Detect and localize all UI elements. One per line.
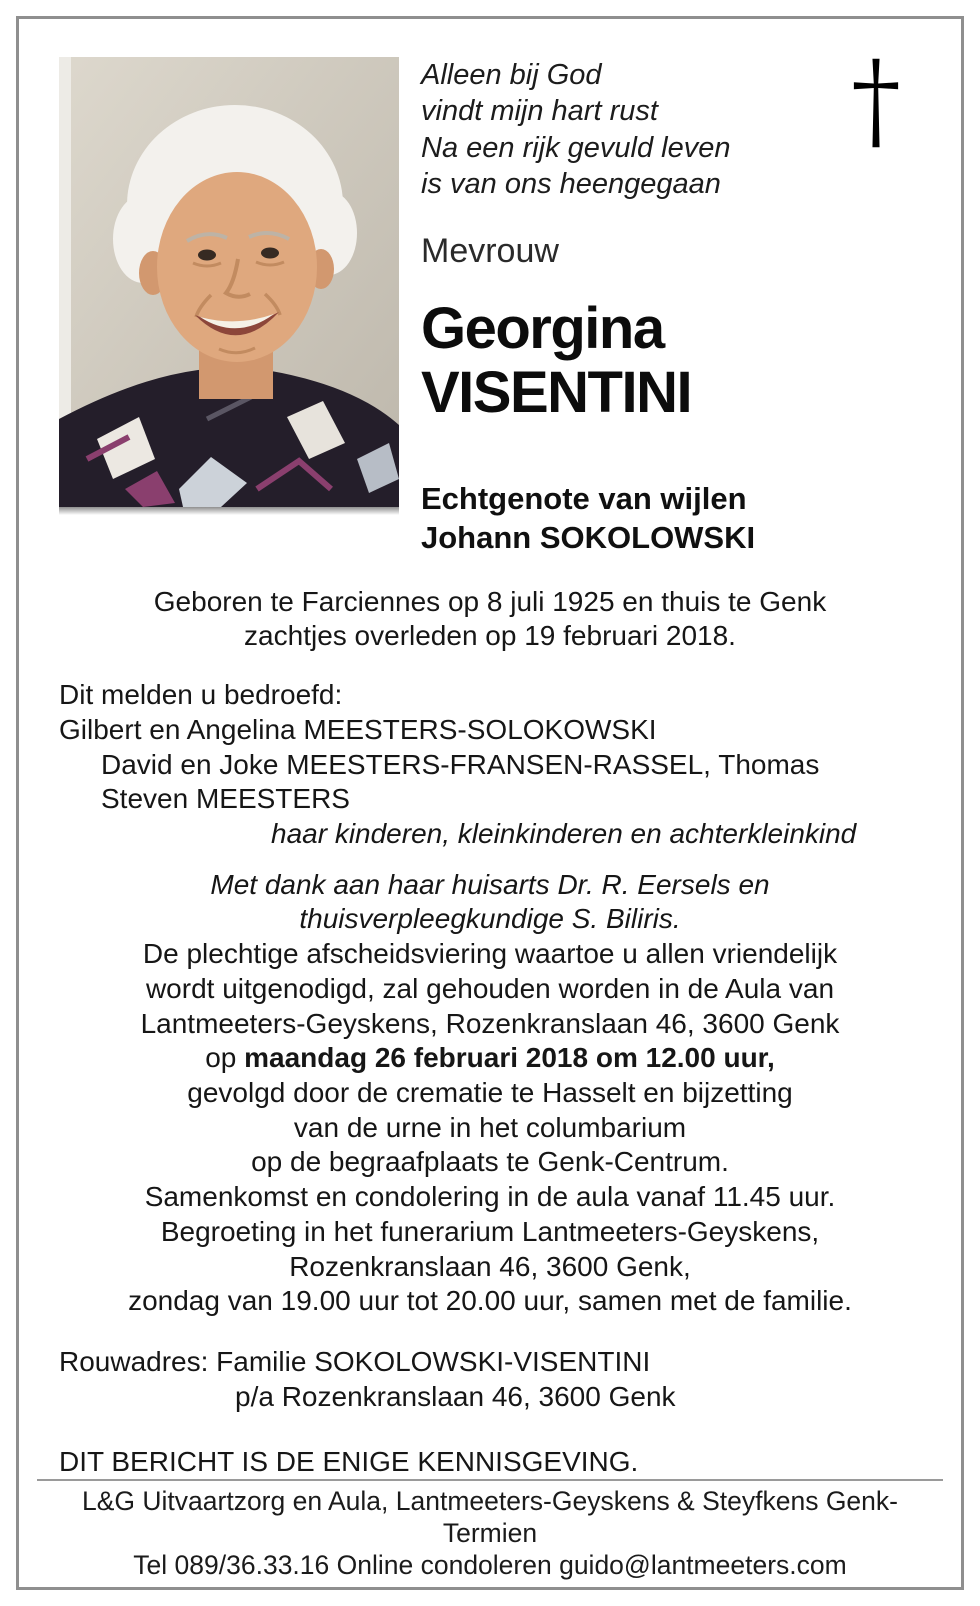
epitaph-line: vindt mijn hart rust (421, 95, 658, 128)
portrait-photo (59, 57, 399, 557)
thanks-line: Met dank aan haar huisarts Dr. R. Eersels en (210, 868, 770, 900)
mourning-address-line: Rouwadres: Familie SOKOLOWSKI-VISENTINI (59, 1346, 651, 1378)
family-intro: Dit melden u bedroefd: (59, 679, 343, 711)
ceremony-line: Rozenkranslaan 46, 3600 Genk, (289, 1250, 691, 1282)
spouse-line: Echtgenote van wijlen (421, 480, 747, 516)
ceremony-line: op de begraafplaats te Genk-Centrum. (251, 1146, 729, 1178)
ceremony-line: van de urne in het columbarium (293, 1111, 687, 1143)
family-relation: haar kinderen, kleinkinderen en achterkleinkind (271, 818, 857, 849)
spouse-line: Johann SOKOLOWSKI (421, 519, 756, 555)
family-line: David en Joke MEESTERS-FRANSEN-RASSEL, Thomas (101, 748, 820, 780)
deceased-name (421, 297, 921, 425)
mourning-address-section (59, 1345, 921, 1414)
death-announcement-card (16, 16, 964, 1590)
notice-line: DIT BERICHT IS DE ENIGE KENNISGEVING. (59, 1445, 639, 1477)
header-section (59, 57, 921, 557)
birth-death-line: zachtjes overleden op 19 februari 2018. (244, 620, 736, 652)
photo-shadow (59, 507, 399, 515)
ceremony-line: Begroeting in het funerarium Lantmeeters-Geyskens, (160, 1215, 820, 1247)
ceremony-date-bold: maandag 26 februari 2018 om 12.00 uur, (244, 1042, 775, 1074)
epitaph (421, 57, 845, 202)
ceremony-section (59, 937, 921, 1319)
epitaph-line: is van ons heengegaan (421, 167, 721, 200)
footer-line: Tel 089/36.33.16 Online condoleren guido@lantmeeters.com (133, 1549, 847, 1580)
footer-line: L&G Uitvaartzorg en Aula, Lantmeeters-Geyskens & Steyfkens Genk-Termien (82, 1486, 898, 1549)
ceremony-line: wordt uitgenodigd, zal gehouden worden in de Aula van (145, 972, 835, 1004)
spouse-of (421, 479, 921, 557)
ceremony-date-line (59, 1041, 921, 1076)
ceremony-line: Lantmeeters-Geyskens, Rozenkranslaan 46, 3600 Genk (140, 1007, 840, 1039)
birth-death-section (59, 585, 921, 654)
deceased-first-name: Georgina (421, 296, 664, 361)
deceased-last-name: VISENTINI (421, 359, 692, 425)
funeral-home-footer (37, 1479, 943, 1581)
thanks-section (59, 868, 921, 937)
epitaph-line: Na een rijk gevuld leven (421, 131, 731, 164)
family-line: Steven MEESTERS (101, 783, 350, 815)
family-line: Gilbert en Angelina MEESTERS-SOLOKOWSKI (59, 713, 657, 745)
header-text-column (399, 57, 921, 557)
ceremony-line: De plechtige afscheidsviering waartoe u allen vriendelijk (142, 938, 838, 970)
ceremony-line: zondag van 19.00 uur tot 20.00 uur, samen met de familie. (128, 1285, 852, 1317)
ceremony-date-prefix: op (205, 1042, 245, 1074)
thanks-line: thuisverpleegkundige S. Biliris. (299, 903, 681, 935)
elderly-woman-portrait (59, 57, 399, 507)
ceremony-line: Samenkomst en condolering in de aula vanaf 11.45 uur. (144, 1181, 836, 1213)
ceremony-line: gevolgd door de crematie te Hasselt en bijzetting (187, 1077, 793, 1109)
birth-death-line: Geboren te Farciennes op 8 juli 1925 en thuis te Genk (153, 585, 827, 617)
mourning-address-line: p/a Rozenkranslaan 46, 3600 Genk (235, 1380, 676, 1412)
salutation: Mevrouw (421, 232, 559, 270)
family-section (59, 678, 921, 852)
epitaph-line: Alleen bij God (421, 59, 602, 91)
latin-cross-icon (845, 57, 907, 149)
